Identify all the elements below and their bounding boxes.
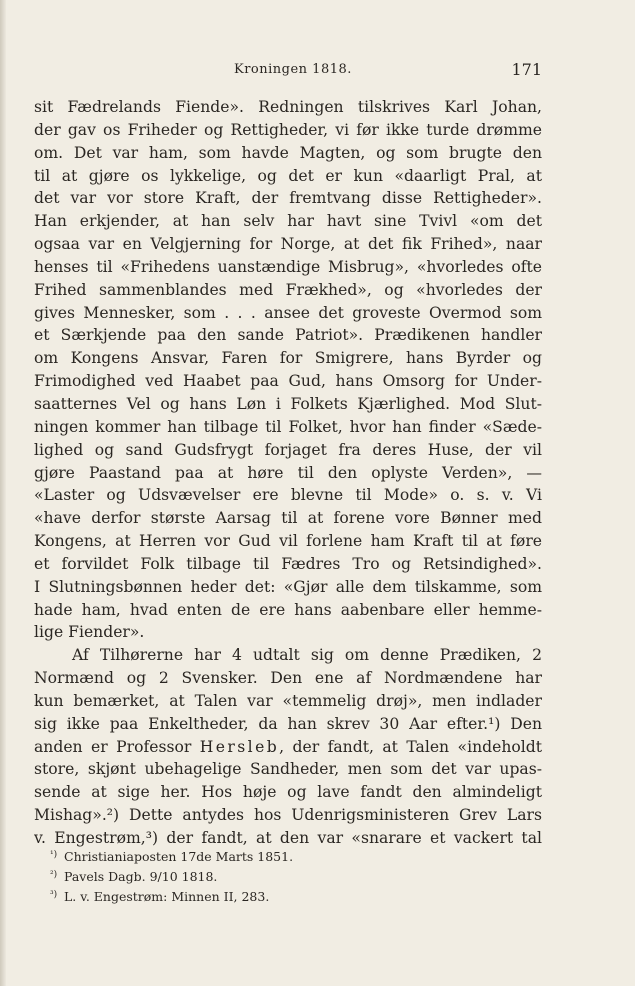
text-line: et forvildet Folk tilbage til Fædres Tro og Retsindighed». — [34, 554, 542, 573]
page-number: 171 — [511, 60, 542, 79]
text-line: store, skjønt ubehagelige Sandheder, men som det var upas- — [34, 760, 542, 779]
spaced-name-hersleb: Hersleb — [199, 737, 280, 756]
text-line: der gav os Friheder og Rettigheder, vi før ikke turde drømme — [34, 120, 542, 139]
page-header — [34, 62, 542, 82]
text-line: «have derfor største Aarsag til at forene vore Bønner med — [34, 509, 542, 528]
text-line: sig ikke paa Enkeltheder, da han skrev 30 Aar efter.¹) Den — [34, 714, 542, 733]
text-line: det var vor store Kraft, der fremtvang disse Rettigheder». — [34, 189, 542, 208]
text-line: Mishag».²) Dette antydes hos Udenrigsministeren Grev Lars — [34, 806, 542, 825]
text-line: et Særkjende paa den sande Patriot». Prædikenen handler — [34, 326, 542, 345]
text-line: sende at sige her. Hos høje og lave fandt den almindeligt — [34, 783, 542, 802]
text-line: om. Det var ham, som havde Magten, og som brugte den — [34, 143, 542, 162]
footnote — [34, 865, 542, 885]
footnote-mark: ³) — [50, 890, 58, 900]
footnote-mark: ¹) — [50, 850, 58, 860]
text-line: saatternes Vel og hans Løn i Folkets Kjærlighed. Mod Slut- — [34, 394, 542, 413]
text-line: Kongens, at Herren vor Gud vil forlene ham Kraft til at føre — [34, 532, 542, 551]
text-line: om Kongens Ansvar, Faren for Smigrere, hans Byrder og — [34, 349, 542, 368]
text-line: henses til «Frihedens uanstændige Misbrug», «hvorledes ofte — [34, 257, 542, 276]
footnote-text: Christianiaposten 17de Marts 1851. — [64, 849, 294, 864]
footnote — [34, 845, 542, 865]
text-line: til at gjøre os lykkelige, og det er kun «daarligt Pral, at — [34, 166, 542, 185]
paragraph-last-line: lige Fiender». — [34, 623, 145, 642]
text-line-with-name — [34, 736, 542, 759]
text-line: kun bemærket, at Talen var «temmelig drøj», men indlader — [34, 691, 542, 710]
page-gutter-edge — [0, 0, 6, 986]
text-line: Frihed sammenblandes med Frækhed», og «hvorledes der — [34, 280, 542, 299]
footnote-mark: ²) — [50, 870, 58, 880]
text-line: ogsaa var en Velgjerning for Norge, at det fik Frihed», naar — [34, 235, 542, 254]
line-start: anden er Professor — [34, 737, 200, 756]
text-line: Normænd og 2 Svensker. Den ene af Nordmændene har — [34, 669, 542, 688]
running-title: Kroningen 1818. — [234, 62, 352, 77]
footnote-text: Pavels Dagb. 9/10 1818. — [64, 869, 218, 884]
text-line: lighed og sand Gudsfrygt forjaget fra deres Huse, der vil — [34, 440, 542, 459]
text-line: ningen kommer han tilbage til Folket, hvor han finder «Sæde- — [34, 417, 542, 436]
text-line: I Slutningsbønnen heder det: «Gjør alle dem tilskamme, som — [34, 577, 542, 596]
text-line: v. Engestrøm,³) der fandt, at den var «snarare et vackert tal — [34, 829, 542, 847]
text-line: gives Mennesker, som . . . ansee det groveste Overmod som — [34, 303, 542, 322]
text-line: sit Fædrelands Fiende». Redningen tilskrives Karl Johan, — [34, 98, 542, 116]
text-line: hade ham, hvad enten de ere hans aabenbare eller hemme- — [34, 600, 542, 619]
body-text — [34, 96, 542, 850]
line-end: , der fandt, at Talen «indeholdt — [279, 737, 542, 756]
text-line: Han erkjender, at han selv har havt sine Tvivl «om det — [34, 212, 542, 231]
text-line: gjøre Paastand paa at høre til den oplyste Verden», — — [34, 463, 542, 482]
footnote — [34, 885, 542, 905]
footnotes — [34, 845, 542, 905]
text-line: Frimodighed ved Haabet paa Gud, hans Omsorg for Under- — [34, 372, 542, 391]
footnote-text: L. v. Engestrøm: Minnen II, 283. — [64, 889, 270, 904]
text-line: «Laster og Udsvævelser ere blevne til Mode» o. s. v. Vi — [34, 486, 542, 505]
paragraph-first-line: Af Tilhørerne har 4 udtalt sig om denne Prædiken, 2 — [72, 646, 542, 665]
